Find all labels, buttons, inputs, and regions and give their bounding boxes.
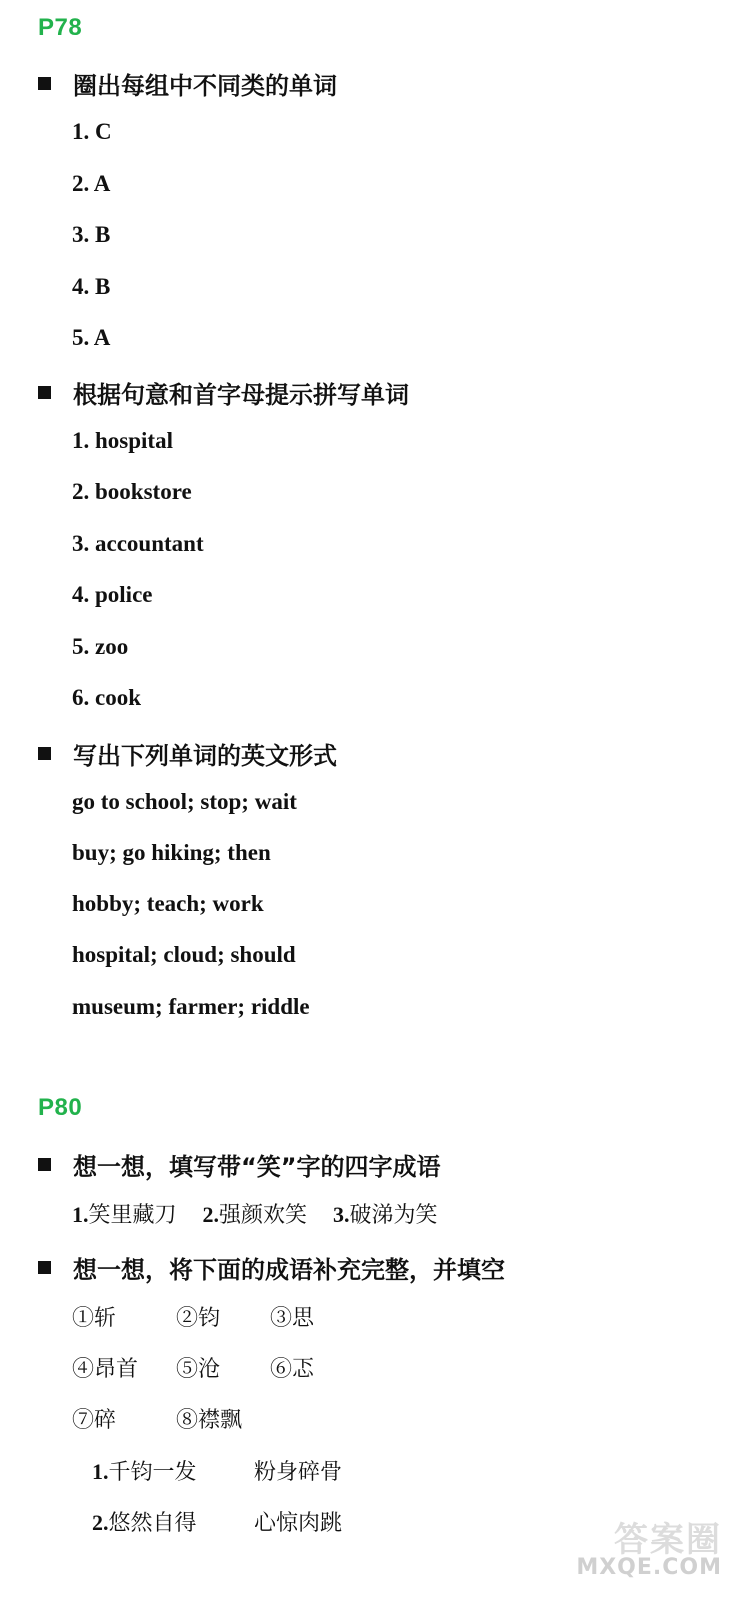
answer-line: hospital; cloud; should <box>72 942 296 967</box>
section-heading-laugh-idioms <box>38 1147 441 1182</box>
answer-line: 1. hospital <box>72 428 173 453</box>
fill-item: ②钧 <box>176 1306 221 1331</box>
answer-line: 2. bookstore <box>72 479 192 504</box>
answer-line: 1. C <box>72 119 112 144</box>
square-bullet-icon <box>38 386 51 399</box>
section-heading-odd-word <box>38 66 337 101</box>
answer-line: 4. B <box>72 274 111 299</box>
fill-answer: 心惊肉跳 <box>254 1511 343 1536</box>
section-title: 想一想，将下面的成语补充完整，并填空 <box>73 1256 505 1284</box>
idiom-answer: 1.笑里藏刀 <box>72 1202 177 1228</box>
fill-answer-row <box>92 1506 342 1537</box>
answer-line: hobby; teach; work <box>72 891 264 916</box>
page-label-p80: P80 <box>38 1094 83 1121</box>
fill-row <box>72 1352 314 1383</box>
square-bullet-icon <box>38 1158 51 1171</box>
section-title: 写出下列单词的英文形式 <box>73 742 337 770</box>
answer-line: 3. accountant <box>72 531 204 556</box>
fill-item: ⑥忑 <box>270 1357 315 1382</box>
square-bullet-icon <box>38 77 51 90</box>
fill-row <box>72 1301 314 1332</box>
square-bullet-icon <box>38 1261 51 1274</box>
answer-line: go to school; stop; wait <box>72 789 297 814</box>
idiom-answer: 3.破涕为笑 <box>333 1202 438 1228</box>
answer-line: 2. A <box>72 171 111 196</box>
fill-answer-row <box>92 1455 342 1486</box>
section-heading-english-form <box>38 736 337 771</box>
section-title: 想一想，填写带“笑”字的四字成语 <box>73 1153 441 1181</box>
fill-item: ⑦碎 <box>72 1408 117 1433</box>
fill-item: ④昂首 <box>72 1357 139 1382</box>
section-title: 圈出每组中不同类的单词 <box>73 72 337 100</box>
answer-line: 3. B <box>72 222 111 247</box>
watermark-logo <box>528 1512 728 1582</box>
square-bullet-icon <box>38 747 51 760</box>
answer-line: museum; farmer; riddle <box>72 994 310 1019</box>
fill-row <box>72 1403 242 1434</box>
answer-line: 6. cook <box>72 685 141 710</box>
fill-answer: 2.悠然自得 <box>92 1510 197 1536</box>
section-title: 根据句意和首字母提示拼写单词 <box>73 381 409 409</box>
watermark-en: MXQE.COM <box>576 1555 722 1580</box>
answer-line: 5. A <box>72 325 111 350</box>
answer-line: buy; go hiking; then <box>72 840 271 865</box>
fill-answer: 粉身碎骨 <box>254 1460 343 1485</box>
section-heading-complete-idioms <box>38 1250 505 1285</box>
fill-item: ⑤沧 <box>176 1357 221 1382</box>
fill-item: ③思 <box>270 1306 315 1331</box>
fill-item: ①斩 <box>72 1306 117 1331</box>
section-heading-spelling <box>38 375 409 410</box>
answer-line: 4. police <box>72 582 153 607</box>
fill-answer: 1.千钧一发 <box>92 1459 197 1485</box>
page-label-p78: P78 <box>38 14 83 41</box>
answer-line: 5. zoo <box>72 634 129 659</box>
fill-item: ⑧襟飘 <box>176 1408 243 1433</box>
idiom-answer: 2.强颜欢笑 <box>202 1202 308 1228</box>
watermark-cn: 答案圈 <box>614 1520 722 1560</box>
idiom-answers-row <box>72 1198 438 1229</box>
